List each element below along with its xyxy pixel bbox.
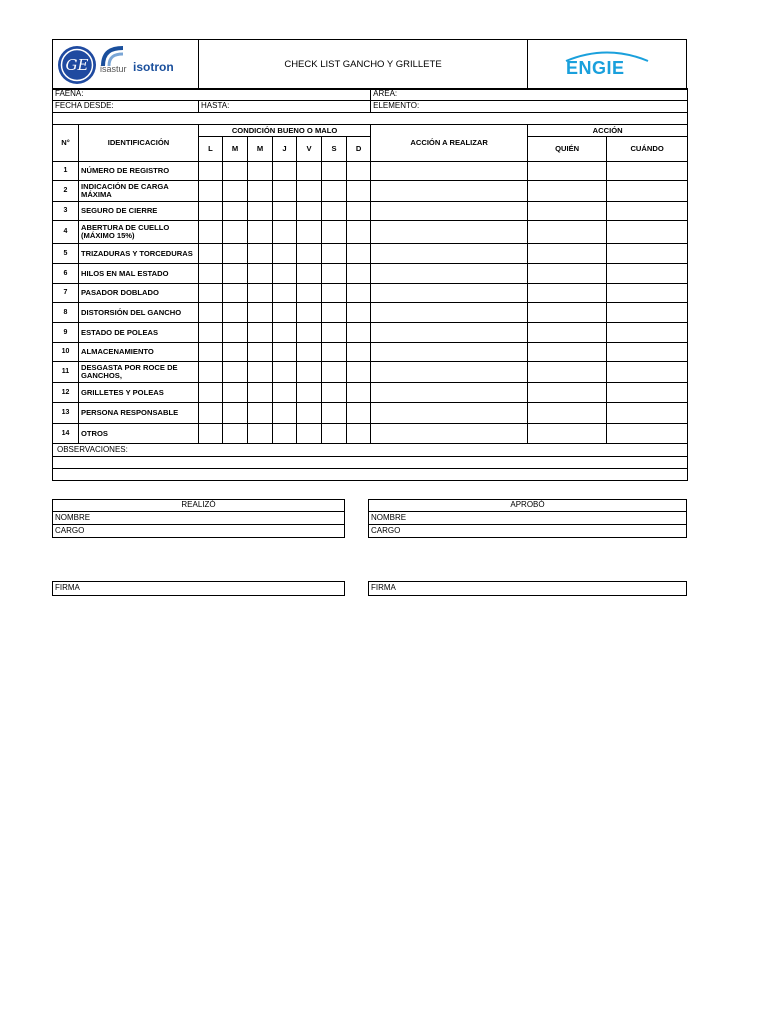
day-check-cell[interactable] xyxy=(273,343,297,362)
cuando-cell[interactable] xyxy=(607,244,688,264)
day-check-cell[interactable] xyxy=(347,181,371,202)
day-check-cell[interactable] xyxy=(297,202,322,221)
row-number: 14 xyxy=(53,424,79,444)
day-check-cell[interactable] xyxy=(347,343,371,362)
day-check-cell[interactable] xyxy=(322,162,347,181)
row-label: SEGURO DE CIERRE xyxy=(79,202,199,221)
observaciones-row xyxy=(53,444,688,457)
cuando-cell[interactable] xyxy=(607,221,688,244)
day-check-cell[interactable] xyxy=(248,323,273,343)
aprobo-firma-field[interactable]: FIRMA xyxy=(369,582,687,596)
row-label: INDICACIÓN DE CARGA MÁXIMA xyxy=(79,181,199,202)
day-header: M xyxy=(223,137,248,162)
day-check-cell[interactable] xyxy=(248,403,273,424)
day-check-cell[interactable] xyxy=(347,424,371,444)
observaciones-label[interactable]: OBSERVACIONES: xyxy=(53,444,688,457)
fecha-row xyxy=(53,101,688,113)
quien-cell[interactable] xyxy=(528,323,607,343)
day-check-cell[interactable] xyxy=(223,284,248,303)
observaciones-line xyxy=(53,469,688,481)
row-number: 2 xyxy=(53,181,79,202)
day-check-cell[interactable] xyxy=(199,303,223,323)
day-check-cell[interactable] xyxy=(347,264,371,284)
day-check-cell[interactable] xyxy=(297,383,322,403)
day-check-cell[interactable] xyxy=(322,362,347,383)
col-identificacion-header: IDENTIFICACIÓN xyxy=(79,125,199,162)
day-check-cell[interactable] xyxy=(273,403,297,424)
accion-realizar-cell[interactable] xyxy=(371,362,528,383)
day-check-cell[interactable] xyxy=(199,424,223,444)
day-check-cell[interactable] xyxy=(248,202,273,221)
accion-realizar-cell[interactable] xyxy=(371,244,528,264)
faena-row xyxy=(53,89,688,101)
realizo-firma-field[interactable]: FIRMA xyxy=(53,582,345,596)
day-check-cell[interactable] xyxy=(223,383,248,403)
day-check-cell[interactable] xyxy=(322,424,347,444)
day-check-cell[interactable] xyxy=(199,323,223,343)
row-label: OTROS xyxy=(79,424,199,444)
day-check-cell[interactable] xyxy=(223,343,248,362)
aprobo-cargo-field[interactable]: CARGO xyxy=(369,525,687,538)
day-check-cell[interactable] xyxy=(273,162,297,181)
day-check-cell[interactable] xyxy=(273,181,297,202)
table-row xyxy=(53,264,688,284)
checklist-rows xyxy=(53,162,688,444)
day-check-cell[interactable] xyxy=(297,181,322,202)
day-check-cell[interactable] xyxy=(347,284,371,303)
accion-realizar-cell[interactable] xyxy=(371,162,528,181)
realizo-cargo-field[interactable]: CARGO xyxy=(53,525,345,538)
row-number: 9 xyxy=(53,323,79,343)
table-row xyxy=(53,323,688,343)
day-check-cell[interactable] xyxy=(223,323,248,343)
quien-cell[interactable] xyxy=(528,181,607,202)
day-check-cell[interactable] xyxy=(322,303,347,323)
day-check-cell[interactable] xyxy=(322,323,347,343)
faena-field[interactable]: FAENA: xyxy=(53,89,371,101)
day-check-cell[interactable] xyxy=(273,303,297,323)
row-label: TRIZADURAS Y TORCEDURAS xyxy=(79,244,199,264)
quien-cell[interactable] xyxy=(528,362,607,383)
day-check-cell[interactable] xyxy=(199,244,223,264)
row-number: 1 xyxy=(53,162,79,181)
accion-realizar-cell[interactable] xyxy=(371,202,528,221)
col-condicion-header: CONDICIÓN BUENO O MALO xyxy=(199,125,371,137)
day-check-cell[interactable] xyxy=(297,303,322,323)
quien-cell[interactable] xyxy=(528,284,607,303)
quien-cell[interactable] xyxy=(528,383,607,403)
table-row xyxy=(53,162,688,181)
row-label: GRILLETES Y POLEAS xyxy=(79,383,199,403)
day-check-cell[interactable] xyxy=(223,162,248,181)
table-row xyxy=(53,303,688,323)
aprobo-nombre-field[interactable]: NOMBRE xyxy=(369,512,687,525)
quien-cell[interactable] xyxy=(528,424,607,444)
isastur-logo-text: isastur xyxy=(100,64,127,74)
day-header: J xyxy=(273,137,297,162)
cuando-cell[interactable] xyxy=(607,424,688,444)
table-row xyxy=(53,202,688,221)
day-check-cell[interactable] xyxy=(322,383,347,403)
day-check-cell[interactable] xyxy=(322,284,347,303)
accion-realizar-cell[interactable] xyxy=(371,264,528,284)
accion-realizar-cell[interactable] xyxy=(371,221,528,244)
day-check-cell[interactable] xyxy=(248,181,273,202)
day-check-cell[interactable] xyxy=(273,424,297,444)
day-check-cell[interactable] xyxy=(322,403,347,424)
day-check-cell[interactable] xyxy=(347,244,371,264)
row-number: 10 xyxy=(53,343,79,362)
col-n-header: N° xyxy=(53,125,79,162)
row-number: 13 xyxy=(53,403,79,424)
realizo-firma-block xyxy=(52,581,345,596)
day-check-cell[interactable] xyxy=(297,362,322,383)
fecha-desde-field[interactable]: FECHA DESDE: xyxy=(53,101,199,113)
page-title: CHECK LIST GANCHO Y GRILLETE xyxy=(284,59,442,70)
accion-realizar-cell[interactable] xyxy=(371,284,528,303)
header-box xyxy=(52,39,687,90)
cuando-cell[interactable] xyxy=(607,403,688,424)
day-check-cell[interactable] xyxy=(223,303,248,323)
quien-cell[interactable] xyxy=(528,403,607,424)
realizo-header: REALIZÓ xyxy=(53,500,345,512)
day-check-cell[interactable] xyxy=(297,284,322,303)
quien-cell[interactable] xyxy=(528,244,607,264)
area-field[interactable]: ÁREA: xyxy=(371,89,688,101)
day-check-cell[interactable] xyxy=(297,264,322,284)
quien-cell[interactable] xyxy=(528,202,607,221)
day-check-cell[interactable] xyxy=(297,424,322,444)
day-check-cell[interactable] xyxy=(223,264,248,284)
aprobo-header: APROBÓ xyxy=(369,500,687,512)
day-check-cell[interactable] xyxy=(322,264,347,284)
checklist-table xyxy=(52,88,688,481)
day-check-cell[interactable] xyxy=(248,424,273,444)
col-accion-realizar-header: ACCIÓN A REALIZAR xyxy=(371,125,528,162)
day-check-cell[interactable] xyxy=(199,181,223,202)
row-label: PERSONA RESPONSABLE xyxy=(79,403,199,424)
engie-logo-cell xyxy=(527,40,686,89)
cuando-cell[interactable] xyxy=(607,303,688,323)
col-quien-header: QUIÉN xyxy=(528,137,607,162)
row-number: 7 xyxy=(53,284,79,303)
day-check-cell[interactable] xyxy=(273,264,297,284)
day-check-cell[interactable] xyxy=(273,284,297,303)
day-check-cell[interactable] xyxy=(347,383,371,403)
table-row xyxy=(53,244,688,264)
day-check-cell[interactable] xyxy=(322,181,347,202)
observaciones-line xyxy=(53,457,688,469)
day-check-cell[interactable] xyxy=(248,343,273,362)
day-check-cell[interactable] xyxy=(322,221,347,244)
day-check-cell[interactable] xyxy=(347,362,371,383)
row-number: 6 xyxy=(53,264,79,284)
day-check-cell[interactable] xyxy=(297,403,322,424)
svg-text:GE: GE xyxy=(65,56,89,74)
day-check-cell[interactable] xyxy=(273,221,297,244)
row-label: DISTORSIÓN DEL GANCHO xyxy=(79,303,199,323)
day-check-cell[interactable] xyxy=(322,202,347,221)
day-check-cell[interactable] xyxy=(199,221,223,244)
elemento-field[interactable]: ELEMENTO: xyxy=(371,101,688,113)
day-check-cell[interactable] xyxy=(248,362,273,383)
row-label: PASADOR DOBLADO xyxy=(79,284,199,303)
day-check-cell[interactable] xyxy=(322,343,347,362)
isotron-logo-text: isotron xyxy=(133,60,174,74)
day-check-cell[interactable] xyxy=(273,323,297,343)
table-row xyxy=(53,383,688,403)
table-row xyxy=(53,221,688,244)
day-check-cell[interactable] xyxy=(223,424,248,444)
quien-cell[interactable] xyxy=(528,343,607,362)
day-check-cell[interactable] xyxy=(223,403,248,424)
cuando-cell[interactable] xyxy=(607,323,688,343)
spacer-row xyxy=(53,113,688,125)
day-check-cell[interactable] xyxy=(223,202,248,221)
quien-cell[interactable] xyxy=(528,264,607,284)
accion-realizar-cell[interactable] xyxy=(371,403,528,424)
day-check-cell[interactable] xyxy=(273,244,297,264)
row-label: ALMACENAMIENTO xyxy=(79,343,199,362)
table-row xyxy=(53,424,688,444)
day-check-cell[interactable] xyxy=(347,403,371,424)
day-check-cell[interactable] xyxy=(347,202,371,221)
accion-realizar-cell[interactable] xyxy=(371,424,528,444)
day-check-cell[interactable] xyxy=(199,202,223,221)
accion-realizar-cell[interactable] xyxy=(371,303,528,323)
quien-cell[interactable] xyxy=(528,303,607,323)
row-number: 8 xyxy=(53,303,79,323)
aprobo-firma-block xyxy=(368,581,687,596)
cuando-cell[interactable] xyxy=(607,181,688,202)
cuando-cell[interactable] xyxy=(607,383,688,403)
day-check-cell[interactable] xyxy=(199,264,223,284)
hasta-field[interactable]: HASTA: xyxy=(199,101,371,113)
table-row xyxy=(53,362,688,383)
day-header: D xyxy=(347,137,371,162)
aprobo-block xyxy=(368,499,687,538)
quien-cell[interactable] xyxy=(528,221,607,244)
cuando-cell[interactable] xyxy=(607,284,688,303)
row-number: 5 xyxy=(53,244,79,264)
day-check-cell[interactable] xyxy=(248,162,273,181)
day-check-cell[interactable] xyxy=(297,343,322,362)
engie-logo-text: ENGIE xyxy=(566,58,625,78)
day-check-cell[interactable] xyxy=(199,362,223,383)
day-check-cell[interactable] xyxy=(273,202,297,221)
accion-realizar-cell[interactable] xyxy=(371,343,528,362)
day-header: S xyxy=(322,137,347,162)
accion-realizar-cell[interactable] xyxy=(371,383,528,403)
header-row-1 xyxy=(53,125,688,137)
day-check-cell[interactable] xyxy=(248,284,273,303)
day-check-cell[interactable] xyxy=(248,244,273,264)
row-label: ABERTURA DE CUELLO (MÁXIMO 15%) xyxy=(79,221,199,244)
ge-logo xyxy=(57,45,97,85)
day-header: M xyxy=(248,137,273,162)
logos-cell xyxy=(53,40,199,89)
day-check-cell[interactable] xyxy=(199,284,223,303)
day-check-cell[interactable] xyxy=(322,244,347,264)
day-check-cell[interactable] xyxy=(248,221,273,244)
day-check-cell[interactable] xyxy=(273,362,297,383)
row-label: HILOS EN MAL ESTADO xyxy=(79,264,199,284)
day-check-cell[interactable] xyxy=(347,221,371,244)
cuando-cell[interactable] xyxy=(607,343,688,362)
row-label: NÚMERO DE REGISTRO xyxy=(79,162,199,181)
day-check-cell[interactable] xyxy=(297,244,322,264)
day-check-cell[interactable] xyxy=(199,343,223,362)
accion-realizar-cell[interactable] xyxy=(371,181,528,202)
accion-realizar-cell[interactable] xyxy=(371,323,528,343)
day-check-cell[interactable] xyxy=(248,383,273,403)
realizo-block xyxy=(52,499,345,538)
realizo-nombre-field[interactable]: NOMBRE xyxy=(53,512,345,525)
day-check-cell[interactable] xyxy=(223,362,248,383)
cuando-cell[interactable] xyxy=(607,162,688,181)
day-check-cell[interactable] xyxy=(347,303,371,323)
day-check-cell[interactable] xyxy=(297,323,322,343)
table-row xyxy=(53,343,688,362)
day-check-cell[interactable] xyxy=(248,264,273,284)
row-label: ESTADO DE POLEAS xyxy=(79,323,199,343)
day-check-cell[interactable] xyxy=(223,221,248,244)
day-check-cell[interactable] xyxy=(199,162,223,181)
day-check-cell[interactable] xyxy=(199,403,223,424)
day-check-cell[interactable] xyxy=(199,383,223,403)
day-check-cell[interactable] xyxy=(223,244,248,264)
row-label: DESGASTA POR ROCE DE GANCHOS, xyxy=(79,362,199,383)
row-number: 12 xyxy=(53,383,79,403)
col-cuando-header: CUÁNDO xyxy=(607,137,688,162)
day-header: L xyxy=(199,137,223,162)
table-row xyxy=(53,284,688,303)
row-number: 11 xyxy=(53,362,79,383)
table-row xyxy=(53,181,688,202)
day-header: V xyxy=(297,137,322,162)
row-number: 3 xyxy=(53,202,79,221)
day-check-cell[interactable] xyxy=(223,181,248,202)
cuando-cell[interactable] xyxy=(607,202,688,221)
cuando-cell[interactable] xyxy=(607,264,688,284)
day-check-cell[interactable] xyxy=(297,221,322,244)
day-check-cell[interactable] xyxy=(273,383,297,403)
day-check-cell[interactable] xyxy=(347,323,371,343)
day-check-cell[interactable] xyxy=(297,162,322,181)
col-accion-header: ACCIÓN xyxy=(528,125,688,137)
table-row xyxy=(53,403,688,424)
row-number: 4 xyxy=(53,221,79,244)
day-check-cell[interactable] xyxy=(347,162,371,181)
cuando-cell[interactable] xyxy=(607,362,688,383)
day-check-cell[interactable] xyxy=(248,303,273,323)
quien-cell[interactable] xyxy=(528,162,607,181)
